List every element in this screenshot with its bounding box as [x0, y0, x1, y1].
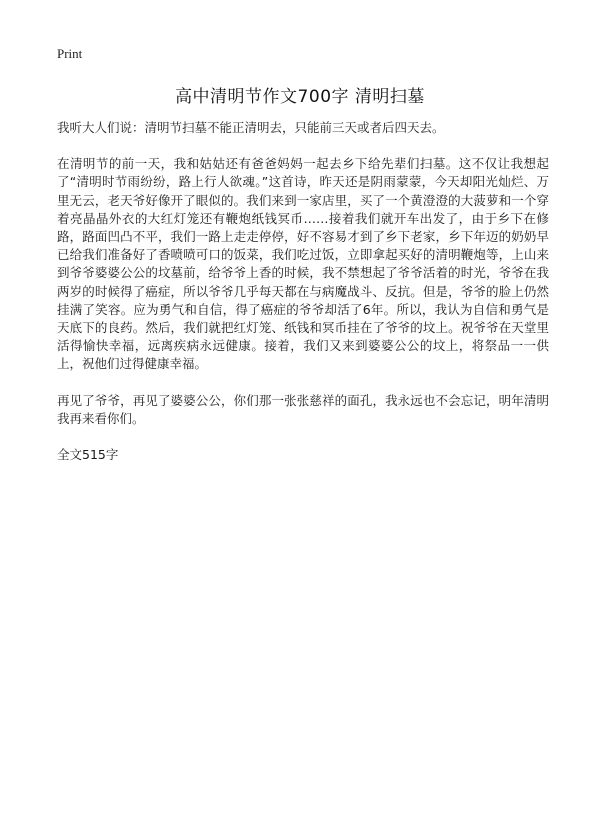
- page-title: 高中清明节作文700字 清明扫墓: [175, 87, 425, 107]
- word-count: 全文515字: [57, 447, 119, 463]
- paragraph-intro: 我听大人们说：清明节扫墓不能正清明去，只能前三天或者后四天去。: [57, 120, 445, 135]
- print-link[interactable]: Print: [57, 46, 83, 61]
- article-body: [57, 119, 549, 464]
- paragraph-closing: 再见了爷爷，再见了婆婆公公，你们那一张张慈祥的面孔，我永远也不会忘记，明年清明我再来看你们。: [57, 392, 549, 426]
- paragraph-main: 在清明节的前一天，我和姑姑还有爸爸妈妈一起去乡下给先辈们扫墓。这不仅让我想起了“清明时节雨纷纷，路上行人欲魂。”这首诗，昨天还是阴雨蒙蒙，今天却阳光灿烂、万里无云，老天爷好像开了眼似的。我们来到一家店里，买了一个黄澄澄的大菠萝和一个穿着亮晶晶外衣的大红灯笼还有鞭炮纸钱冥币……接着我们就开车出发了，由于乡下在修路，路面凹凸不平，我们一路上走走停停，好不容易才到了乡下老家，乡下年迈的奶奶早已给我们准备好了香喷喷可口的饭菜，我们吃过饭，立即拿起买好的清明鞭炮等，上山来到爷爷婆婆公公的坟墓前，给爷爷上香的时候，我不禁想起了爷爷活着的时光，爷爷在我两岁的时候得了癌症，所以爷爷几乎每天都在与病魔战斗、反抗。但是，爷爷的脸上仍然挂满了笑容。应为勇气和自信，得了癌症的爷爷却活了6年。所以，我认为自信和勇气是天底下的良药。然后，我们就把红灯笼、纸钱和冥币挂在了爷爷的坟上。祝爷爷在天堂里活得愉快幸福，远离疾病永远健康。接着，我们又来到婆婆公公的坟上，将祭品一一供上，祝他们过得健康幸福。: [57, 156, 549, 372]
